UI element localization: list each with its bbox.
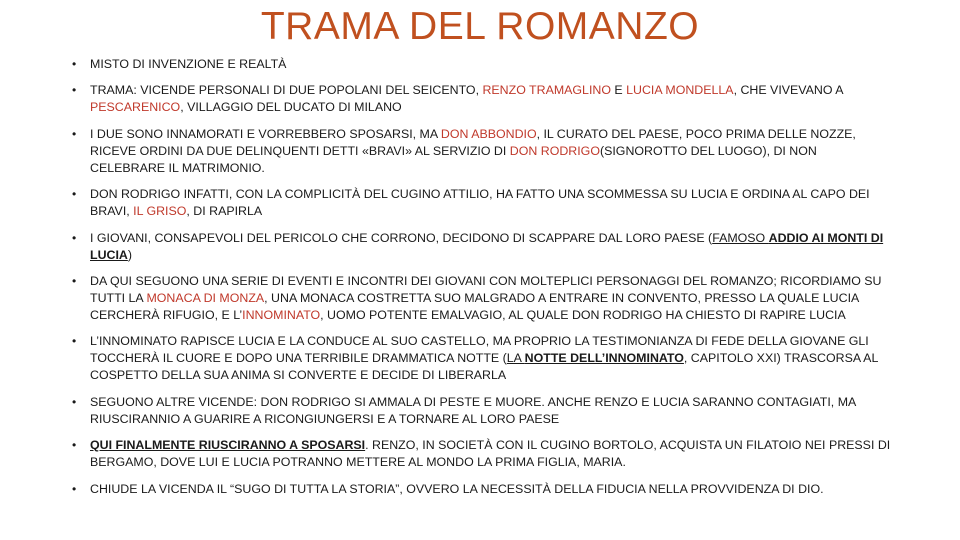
bullet-text: SEGUONO ALTRE VICENDE: DON RODRIGO SI AMMALA DI PESTE E MUORE. ANCHE RENZO E LUCIA SARANNO CONTAGIATI, MA RIUSCIRANNIO A GUARIRE A RICONGIUNGERSI E A TORNARE AL LORO PAESE: [90, 394, 856, 426]
bullet-text: L’INNOMINATO RAPISCE LUCIA E LA CONDUCE AL SUO CASTELLO, MA PROPRIO LA TESTIMONIANZA DI FEDE DELLA GIOVANE GLI TOCCHERÀ IL CUORE E DOPO UNA TERRIBILE DRAMMATICA NOTTE (: [90, 334, 869, 366]
underlined-bold-text: NOTTE DELL’INNOMINATO: [524, 351, 684, 366]
bullet-text: . RENZO, IN SOCIETÀ CON IL CUGINO BORTOLO, ACQUISTA UN FILATOIO NEI PRESSI DI BERGAMO, DOVE LUI E LUCIA POTRANNO METTERE AL MONDO LA PRIMA FIGLIA, MARIA.: [90, 438, 891, 470]
bullet-text: , CHE VIVEVANO A: [733, 83, 843, 98]
bullet-text: CHIUDE LA VICENDA IL “SUGO DI TUTTA LA STORIA”, OVVERO LA NECESSITÀ DELLA FIDUCIA NELLA PROVVIDENZA DI DIO.: [90, 481, 824, 496]
underlined-bold-text: QUI FINALMENTE RIUSCIRANNO A SPOSARSI: [90, 438, 366, 453]
bullet-item: [72, 437, 892, 471]
bullet-text: , UOMO POTENTE EMALVAGIO, AL QUALE DON RODRIGO HA CHIESTO DI RAPIRE LUCIA: [320, 307, 846, 322]
bullet-text: , DI RAPIRLA: [186, 204, 263, 219]
bullet-text: TRAMA: VICENDE PERSONALI DI DUE POPOLANI DEL SEICENTO,: [90, 83, 483, 98]
character-name: IL GRISO: [133, 204, 187, 219]
bullet-item: [72, 230, 892, 264]
bullet-text: , IL CURATO DEL PAESE, POCO PRIMA DELLE NOZZE, RICEVE ORDINI DA DUE DELINQUENTI DETTI «BRAVI» AL SERVIZIO DI: [90, 126, 856, 158]
character-name: DON ABBONDIO: [440, 126, 537, 141]
place-name: PESCARENICO: [90, 100, 181, 115]
bullet-text: MISTO DI INVENZIONE E REALTÀ: [90, 57, 287, 71]
character-name: RENZO TRAMAGLINO: [482, 83, 611, 98]
bullet-item: [72, 394, 892, 428]
bullet-text: , VILLAGGIO DEL DUCATO DI MILANO: [180, 100, 402, 115]
bullet-item: [72, 186, 892, 220]
slide-title: TRAMA DEL ROMANZO: [260, 5, 700, 48]
bullet-item: [72, 273, 892, 324]
bullet-list: [72, 56, 892, 507]
bullet-text: E: [610, 83, 627, 98]
bullet-text: I DUE SONO INNAMORATI E VORREBBERO SPOSARSI, MA: [90, 126, 441, 141]
bullet-text: , UNA MONACA COSTRETTA SUO MALGRADO A ENTRARE IN CONVENTO, PRESSO LA QUALE LUCIA CERCHERÀ RIFUGIO, E L’: [90, 290, 859, 322]
bullet-text: DON RODRIGO INFATTI, CON LA COMPLICITÀ DEL CUGINO ATTILIO, HA FATTO UNA SCOMMESSA SU LUCIA E ORDINA AL CAPO DEI BRAVI,: [90, 187, 870, 219]
underlined-text: LA: [506, 351, 525, 366]
character-name: LUCIA MONDELLA: [626, 83, 734, 98]
bullet-item: [72, 481, 892, 498]
bullet-text: ): [127, 247, 132, 262]
underlined-bold-text: ADDIO AI MONTI DI LUCIA: [90, 230, 884, 262]
bullet-text: DA QUI SEGUONO UNA SERIE DI EVENTI E INCONTRI DEI GIOVANI CON MOLTEPLICI PERSONAGGI DEL ROMANZO; RICORDIAMO SU TUTTI LA: [90, 273, 882, 305]
bullet-text: (SIGNOROTTO DEL LUOGO), DI NON CELEBRARE IL MATRIMONIO.: [90, 143, 817, 175]
bullet-item: [72, 126, 892, 177]
underlined-text: FAMOSO: [712, 230, 769, 245]
bullet-text: I GIOVANI, CONSAPEVOLI DEL PERICOLO CHE CORRONO, DECIDONO DI SCAPPARE DAL LORO PAESE (: [90, 230, 713, 245]
character-name: MONACA DI MONZA: [146, 290, 265, 305]
bullet-item: [72, 56, 892, 73]
bullet-item: [72, 333, 892, 384]
bullet-text: , CAPITOLO XXI) TRASCORSA AL COSPETTO DELLA SUA ANIMA SI CONVERTE E DECIDE DI LIBERARLA: [90, 351, 878, 383]
character-name: DON RODRIGO: [509, 143, 600, 158]
bullet-item: [72, 82, 892, 116]
character-name: INNOMINATO: [242, 307, 321, 322]
